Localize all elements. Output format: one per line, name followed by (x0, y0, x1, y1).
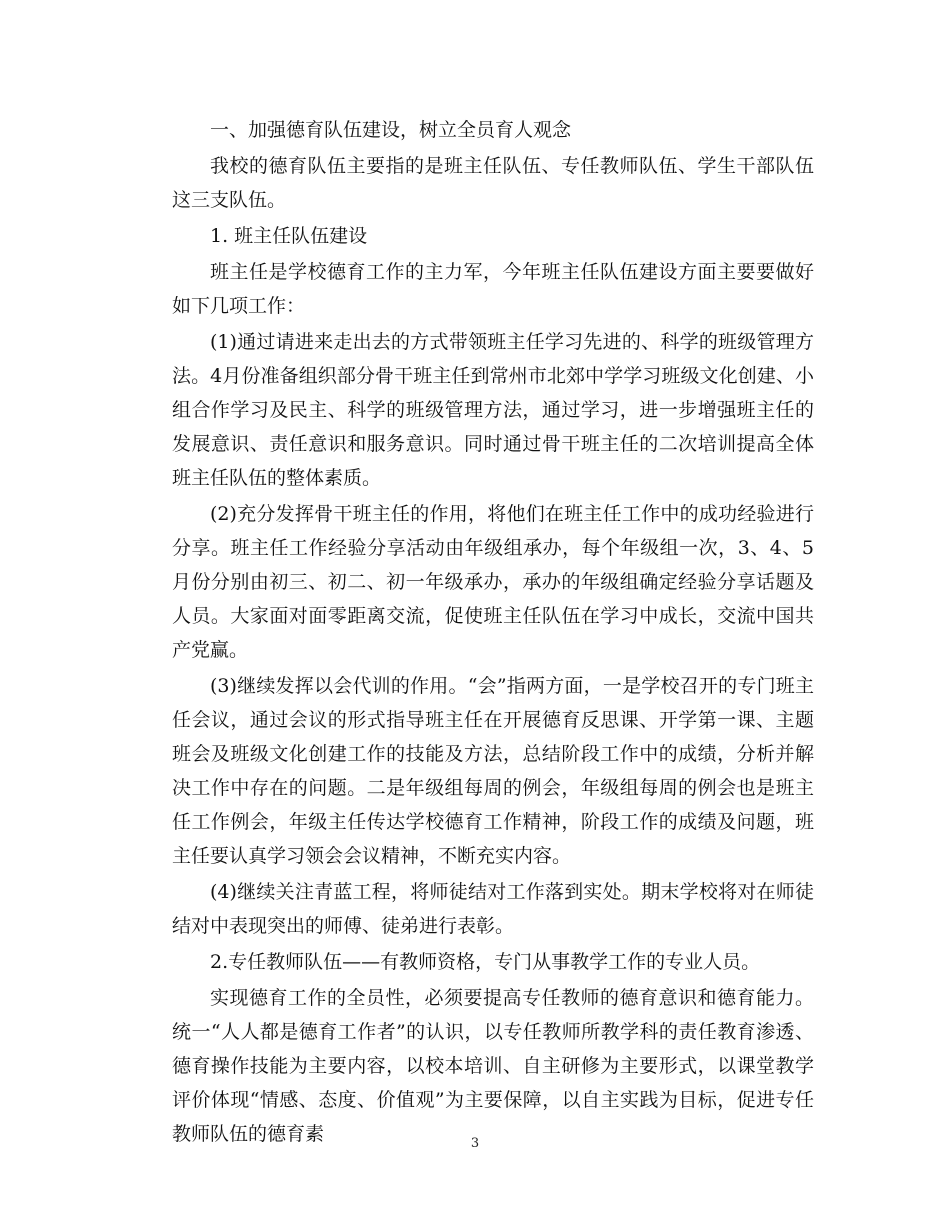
paragraph: (1)通过请进来走出去的方式带领班主任学习先进的、科学的班级管理方法。4月份准备组织部分骨干班主任到常州市北郊中学学习班级文化创建、小组合作学习及民主、科学的班级管理方法，通过学习，进一步增强班主任的发展意识、责任意识和服务意识。同时通过骨干班主任的二次培训提高全体班主任队伍的整体素质。 (172, 331, 814, 489)
paragraph: (4)继续关注青蓝工程，将师徒结对工作落到实处。期末学校将对在师徒结对中表现突出的师傅、徒弟进行表彰。 (172, 881, 814, 937)
paragraph: (3)继续发挥以会代训的作用。“会”指两方面，一是学校召开的专门班主任会议，通过会议的形式指导班主任在开展德育反思课、开学第一课、主题班会及班级文化创建工作的技能及方法，总结阶段工作中的成绩，分析并解决工作中存在的问题。二是年级组每周的例会，年级组每周的例会也是班主任工作例会，年级主任传达学校德育工作精神，阶段工作的成绩及问题，班主任要认真学习领会会议精神，不断充实内容。 (172, 675, 814, 867)
section-heading: 一、加强德育队伍建设，树立全员育人观念 (210, 119, 572, 141)
paragraph: 我校的德育队伍主要指的是班主任队伍、专任教师队伍、学生干部队伍这三支队伍。 (172, 155, 814, 211)
page-number: 3 (470, 1136, 480, 1151)
subsection-heading: 2.专任教师队伍——有教师资格，专门从事教学工作的专业人员。 (210, 951, 761, 973)
document-body (172, 113, 814, 1153)
subsection-heading: 1. 班主任队伍建设 (210, 225, 368, 247)
paragraph: 班主任是学校德育工作的主力军，今年班主任队伍建设方面主要要做好如下几项工作： (172, 261, 814, 317)
paragraph: (2)充分发挥骨干班主任的作用，将他们在班主任工作中的成功经验进行分享。班主任工作经验分享活动由年级组承办，每个年级组一次，3、4、5月份分别由初三、初二、初一年级承办，承办的年级组确定经验分享话题及人员。大家面对面零距离交流，促使班主任队伍在学习中成长，交流中国共产党赢。 (172, 503, 814, 661)
paragraph: 实现德育工作的全员性，必须要提高专任教师的德育意识和德育能力。统一“人人都是德育工作者”的认识，以专任教师所教学科的责任教育渗透、德育操作技能为主要内容，以校本培训、自主研修为主要形式，以课堂教学评价体现“情感、态度、价值观”为主要保障，以自主实践为目标，促进专任教师队伍的德育素 (172, 987, 814, 1145)
